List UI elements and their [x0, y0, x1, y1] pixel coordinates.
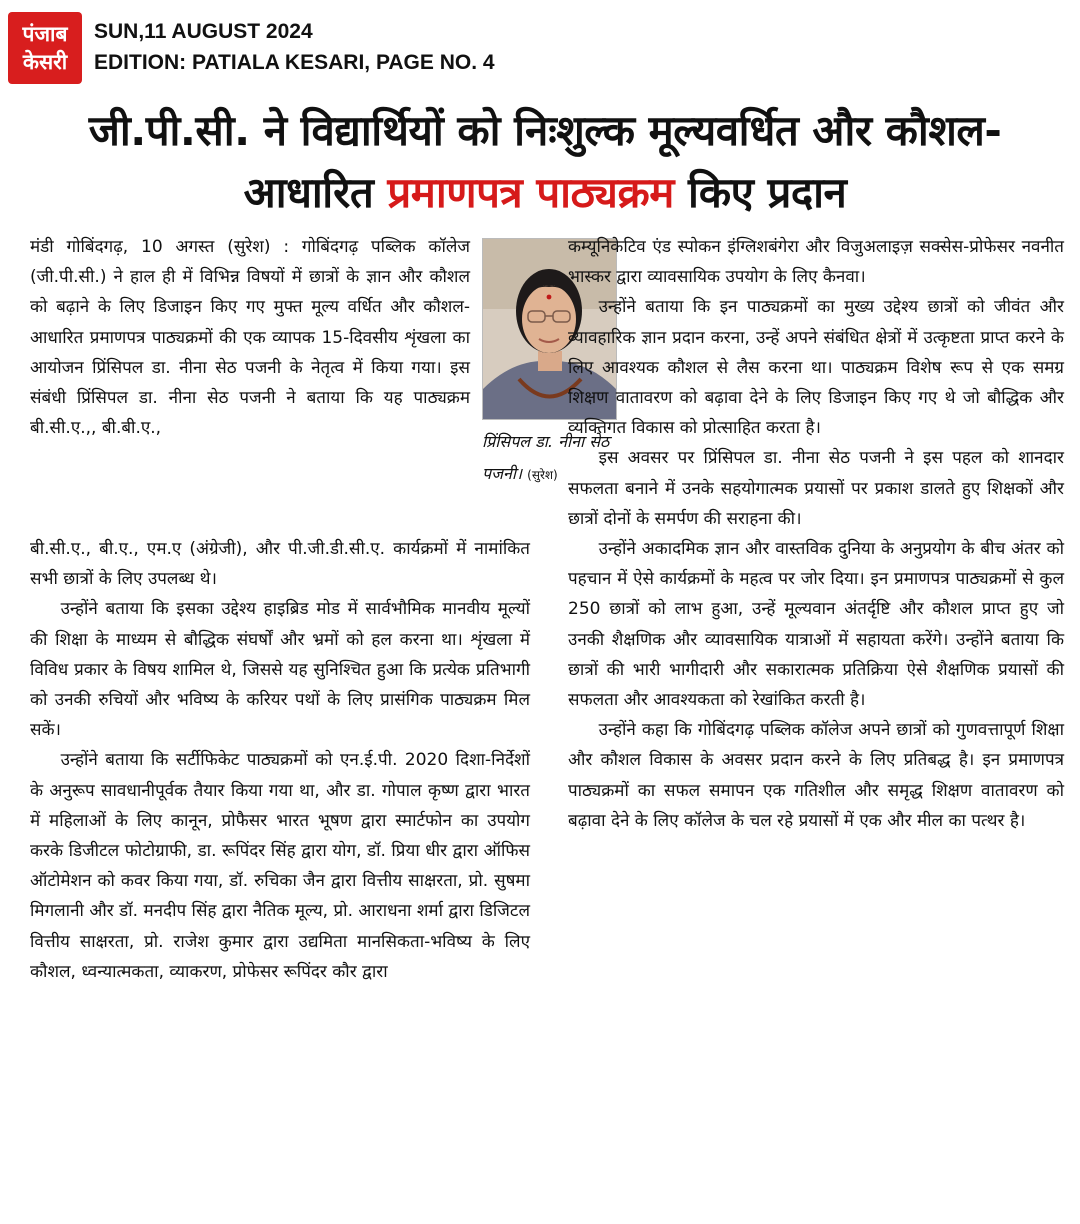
edition-date: SUN,11 AUGUST 2024	[94, 20, 313, 43]
article-headline	[30, 100, 1060, 224]
photo-caption-text: प्रिंसिपल डा. नीना सेठ पजनी।	[482, 432, 610, 483]
paragraph-5: इस अवसर पर प्रिंसिपल डा. नीना सेठ पजनी ने इस पहल को शानदार सफलता बनाने में उनके सहयोगात्मक प्रयासों पर प्रकाश डालते हुए शिक्षकों और छात्रों दोनों के समर्पण की सराहना की।	[568, 448, 1064, 529]
paragraph-1-start: मंडी गोबिंदगढ़, 10 अगस्त (सुरेश) : गोबिंदगढ़ पब्लिक कॉलेज (जी.पी.सी.) ने हाल ही में विभिन्न विषयों में छात्रों के ज्ञान और कौशल को बढ़ाने के लिए डिजाइन किए गए मुफ्त मूल्य वर्धित और कौशल-आधारित प्रमाणपत्र पाठ्यक्रमों की एक व्यापक 15-दिवसीय शृंखला का आयोजन प्रिंसिपल डा. नीना सेठ पजनी के नेतृत्व में किया गया। इस संबंधी प्रिंसिपल डा. नीना सेठ पजनी ने बताया कि यह पाठ्यक्रम बी.सी.ए.,, बी.बी.ए.,	[30, 237, 470, 439]
paragraph-1-end: बी.सी.ए., बी.ए., एम.ए (अंग्रेजी), और पी.जी.डी.सी.ए. कार्यक्रमों में नामांकित सभी छात्रों के लिए उपलब्ध थे।	[30, 539, 530, 590]
headline-part-2: किए प्रदान	[687, 168, 847, 217]
paragraph-2: उन्होंने बताया कि इसका उद्देश्य हाइब्रिड मोड में सार्वभौमिक मानवीय मूल्यों की शिक्षा के माध्यम से बौद्धिक संघर्षों और भ्रमों को हल करना था। शृंखला में विविध प्रकार के विषय शामिल थे, जिससे यह सुनिश्चित हुआ कि प्रत्येक प्रतिभागी को उनकी रुचियों और भविष्य के करियर पथों के लिए प्रासंगिक पाठ्यक्रम मिल सकें।	[30, 599, 530, 741]
paragraph-6: उन्होंने अकादमिक ज्ञान और वास्तविक दुनिया के अनुप्रयोग के बीच अंतर को पहचान में ऐसे कार्यक्रमों के महत्व पर जोर दिया। इन प्रमाणपत्र पाठ्यक्रमों से कुल 250 छात्रों को लाभ हुआ, उन्हें मूल्यवान अंतर्दृष्टि और कौशल प्राप्त हुए जो उनकी शैक्षणिक और व्यावसायिक यात्राओं में सहायता करेंगे। उन्होंने बताया कि छात्रों की भारी भागीदारी और सकारात्मक प्रतिक्रिया ऐसे शैक्षणिक प्रयासों की सफलता और आवश्यकता को रेखांकित करती है।	[568, 539, 1064, 711]
headline-highlight: प्रमाणपत्र पाठ्यक्रम	[387, 168, 674, 217]
logo-line-1: पंजाब	[22, 22, 68, 46]
edition-name: EDITION: PATIALA KESARI, PAGE NO. 4	[94, 51, 495, 74]
paragraph-3-continued: कम्यूनिकेटिव एंड स्पोकन इंग्लिशबंगेरा और विजुअलाइज़ सक्सेस-प्रोफेसर नवनीत भास्कर द्वारा व्यावसायिक उपयोग के लिए कैनवा।	[568, 237, 1064, 288]
edition-info	[94, 16, 495, 78]
article-column-2	[568, 232, 1064, 836]
article-column-1-top	[30, 232, 470, 443]
logo-line-2: केसरी	[22, 50, 68, 74]
photo-credit: (सुरेश)	[527, 468, 558, 482]
newspaper-logo	[8, 12, 82, 84]
paragraph-3: उन्होंने बताया कि सर्टीफिकेट पाठ्यक्रमों को एन.ई.पी. 2020 दिशा-निर्देशों के अनुरूप सावधानीपूर्वक तैयार किया गया था, और डा. गोपाल कृष्ण द्वारा भारत में महिलाओं के लिए कानून, प्रोफैसर भारत भूषण द्वारा स्मार्टफोन का उपयोग करके डिजीटल फोटोग्राफी, डा. रूपिंदर सिंह द्वारा योग, डॉ. प्रिया धीर द्वारा ऑफिस ऑटोमेशन को कवर किया गया, डॉ. रुचिका जैन द्वारा वित्तीय साक्षरता, प्रो. सुषमा मिगलानी और डॉ. मनदीप सिंह द्वारा नैतिक मूल्य, प्रो. आराधना शर्मा द्वारा डिजिटल वित्तीय साक्षरता, प्रो. राजेश कुमार द्वारा उद्यमिता मानसिकता-भविष्य के लिए कौशल, ध्वन्यात्मकता, व्याकरण, प्रोफेसर रूपिंदर कौर द्वारा	[30, 750, 530, 982]
headline-part-1: जी.पी.सी. ने विद्यार्थियों को निःशुल्क मूल्यवर्धित और कौशल-आधारित	[88, 106, 1002, 217]
paragraph-7: उन्होंने कहा कि गोबिंदगढ़ पब्लिक कॉलेज अपने छात्रों को गुणवत्तापूर्ण शिक्षा और कौशल विकास के अवसर प्रदान करने के लिए प्रतिबद्ध है। इन प्रमाणपत्र पाठ्यक्रमों का सफल समापन एक गतिशील और समृद्ध शिक्षण वातावरण को बढ़ावा देने के लिए कॉलेज के चल रहे प्रयासों में एक और मील का पत्थर है।	[568, 720, 1064, 831]
article-column-1-bottom	[30, 534, 530, 987]
paragraph-4: उन्होंने बताया कि इन पाठ्यक्रमों का मुख्य उद्देश्य छात्रों को जीवंत और व्यावहारिक ज्ञान प्रदान करना, उन्हें अपने संबंधित क्षेत्रों में उत्कृष्टता प्राप्त करने के लिए आवश्यक कौशल से लैस करना था। पाठ्यक्रम विशेष रूप से एक समग्र शिक्षण वातावरण को बढ़ावा देने के लिए डिजाइन किए गए थे जो बौद्धिक और व्यक्तिगत विकास को प्रोत्साहित करता है।	[568, 297, 1064, 439]
